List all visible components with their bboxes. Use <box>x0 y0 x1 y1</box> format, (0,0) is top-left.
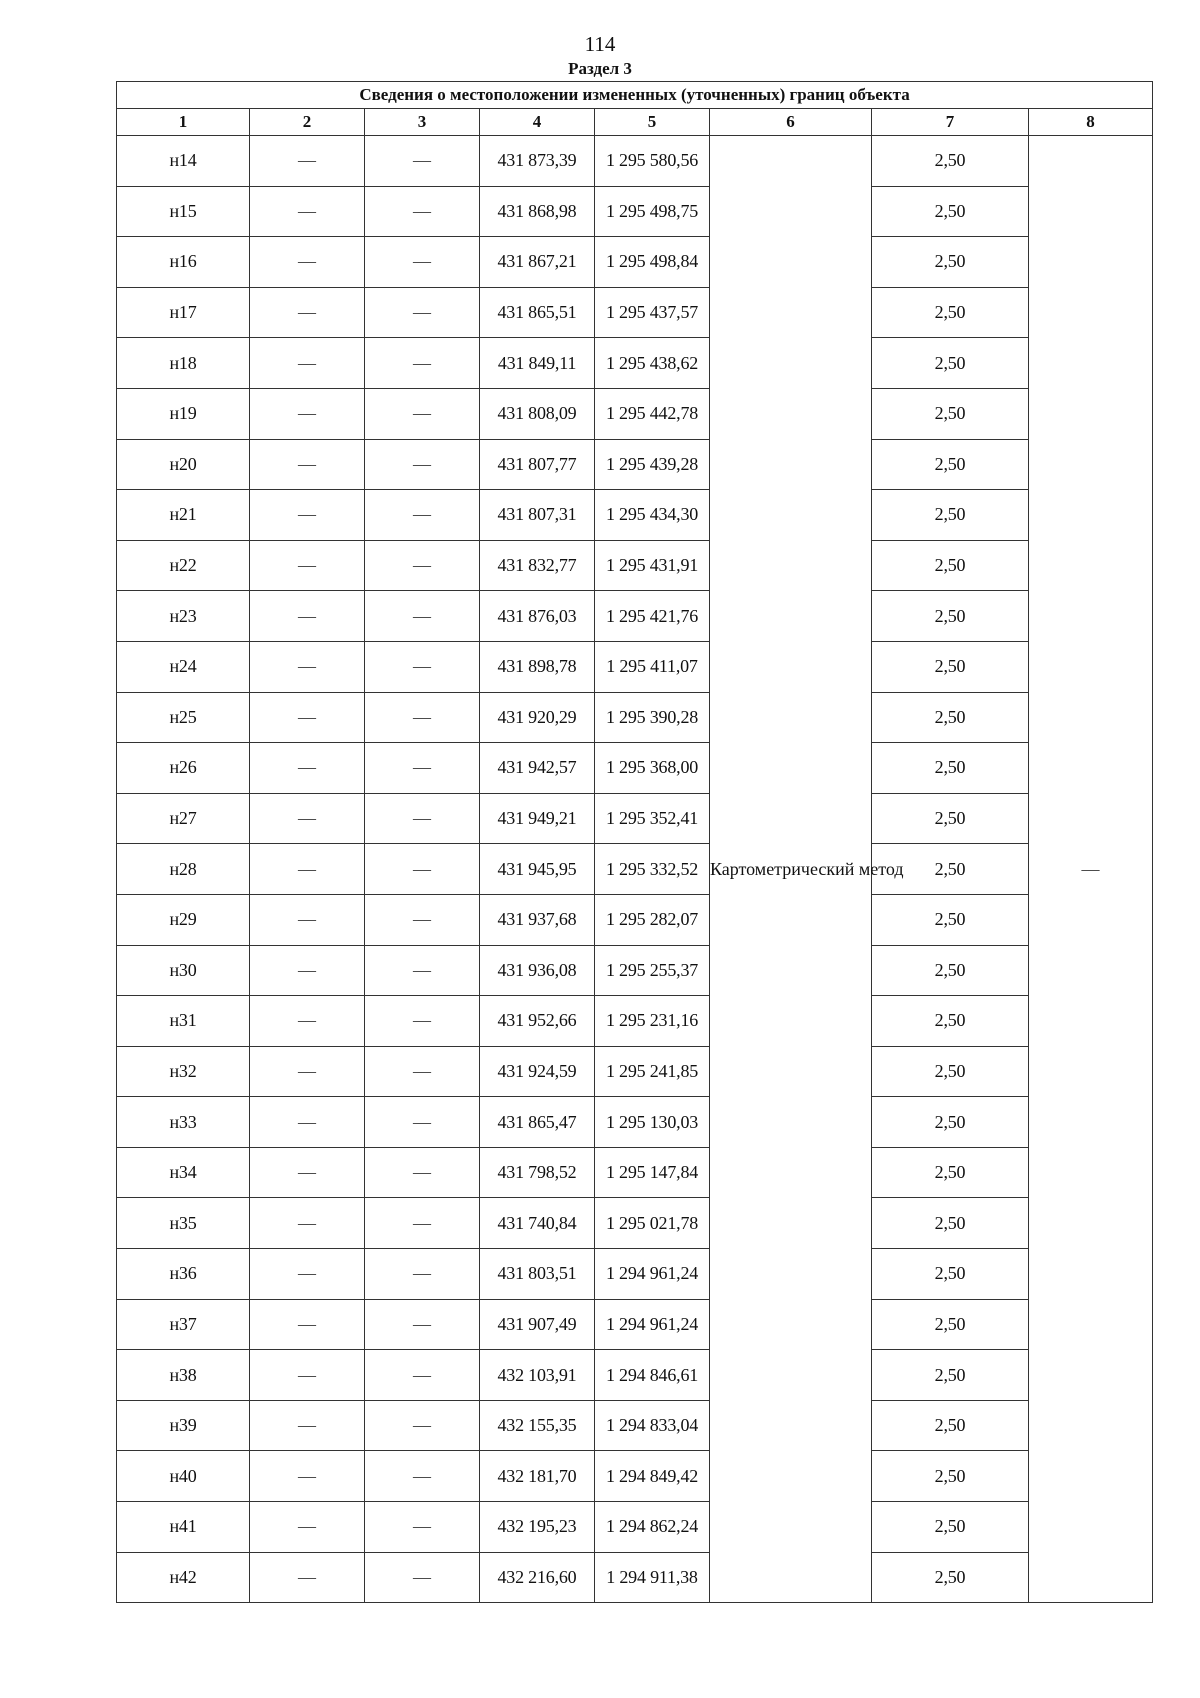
column-2-cell: — <box>250 186 365 237</box>
column-3-cell: — <box>365 1249 480 1300</box>
column-header: 3 <box>365 109 480 136</box>
x-coordinate-cell: 431 807,31 <box>480 490 595 541</box>
column-3-cell: — <box>365 1552 480 1603</box>
point-name-cell: н15 <box>117 186 250 237</box>
x-coordinate-cell: 431 798,52 <box>480 1147 595 1198</box>
column-2-cell: — <box>250 1147 365 1198</box>
y-coordinate-cell: 1 294 961,24 <box>595 1299 710 1350</box>
table-row <box>117 1400 1153 1451</box>
accuracy-cell: 2,50 <box>872 1198 1029 1249</box>
accuracy-cell: 2,50 <box>872 540 1029 591</box>
x-coordinate-cell: 431 740,84 <box>480 1198 595 1249</box>
y-coordinate-cell: 1 295 352,41 <box>595 793 710 844</box>
column-3-cell: — <box>365 490 480 541</box>
column-header: 4 <box>480 109 595 136</box>
y-coordinate-cell: 1 294 862,24 <box>595 1502 710 1553</box>
x-coordinate-cell: 431 945,95 <box>480 844 595 895</box>
column-3-cell: — <box>365 945 480 996</box>
column-2-cell: — <box>250 338 365 389</box>
column-3-cell: — <box>365 1350 480 1401</box>
y-coordinate-cell: 1 295 255,37 <box>595 945 710 996</box>
table-row <box>117 1249 1153 1300</box>
accuracy-cell: 2,50 <box>872 743 1029 794</box>
accuracy-cell: 2,50 <box>872 894 1029 945</box>
table-row <box>117 1097 1153 1148</box>
x-coordinate-cell: 431 865,47 <box>480 1097 595 1148</box>
column-2-cell: — <box>250 945 365 996</box>
accuracy-cell: 2,50 <box>872 1046 1029 1097</box>
table-row <box>117 1147 1153 1198</box>
column-2-cell: — <box>250 692 365 743</box>
table-row <box>117 641 1153 692</box>
x-coordinate-cell: 431 868,98 <box>480 186 595 237</box>
y-coordinate-cell: 1 295 438,62 <box>595 338 710 389</box>
y-coordinate-cell: 1 295 498,75 <box>595 186 710 237</box>
x-coordinate-cell: 431 924,59 <box>480 1046 595 1097</box>
accuracy-cell: 2,50 <box>872 490 1029 541</box>
table-row <box>117 743 1153 794</box>
y-coordinate-cell: 1 294 849,42 <box>595 1451 710 1502</box>
accuracy-cell: 2,50 <box>872 1299 1029 1350</box>
column-header: 8 <box>1029 109 1153 136</box>
table-row <box>117 996 1153 1047</box>
table-row <box>117 490 1153 541</box>
table-row <box>117 844 1153 895</box>
column-2-cell: — <box>250 490 365 541</box>
table-row <box>117 793 1153 844</box>
column-2-cell: — <box>250 641 365 692</box>
point-name-cell: н31 <box>117 996 250 1047</box>
point-name-cell: н26 <box>117 743 250 794</box>
point-name-cell: н21 <box>117 490 250 541</box>
y-coordinate-cell: 1 294 833,04 <box>595 1400 710 1451</box>
y-coordinate-cell: 1 295 439,28 <box>595 439 710 490</box>
accuracy-cell: 2,50 <box>872 1249 1029 1300</box>
column-3-cell: — <box>365 186 480 237</box>
point-name-cell: н30 <box>117 945 250 996</box>
column-2-cell: — <box>250 1198 365 1249</box>
column-3-cell: — <box>365 894 480 945</box>
table-row <box>117 237 1153 288</box>
table-row <box>117 1502 1153 1553</box>
column-2-cell: — <box>250 287 365 338</box>
accuracy-cell: 2,50 <box>872 844 1029 895</box>
table-row <box>117 338 1153 389</box>
y-coordinate-cell: 1 295 130,03 <box>595 1097 710 1148</box>
table-row <box>117 1046 1153 1097</box>
column-header: 1 <box>117 109 250 136</box>
column-3-cell: — <box>365 1198 480 1249</box>
table-row <box>117 1451 1153 1502</box>
point-name-cell: н28 <box>117 844 250 895</box>
column-2-cell: — <box>250 136 365 187</box>
table-row <box>117 439 1153 490</box>
column-3-cell: — <box>365 1400 480 1451</box>
column-header: 6 <box>710 109 872 136</box>
x-coordinate-cell: 431 873,39 <box>480 136 595 187</box>
y-coordinate-cell: 1 295 147,84 <box>595 1147 710 1198</box>
y-coordinate-cell: 1 294 961,24 <box>595 1249 710 1300</box>
point-name-cell: н14 <box>117 136 250 187</box>
y-coordinate-cell: 1 295 411,07 <box>595 641 710 692</box>
accuracy-cell: 2,50 <box>872 793 1029 844</box>
y-coordinate-cell: 1 295 437,57 <box>595 287 710 338</box>
column-3-cell: — <box>365 1502 480 1553</box>
accuracy-cell: 2,50 <box>872 1552 1029 1603</box>
accuracy-cell: 2,50 <box>872 1502 1029 1553</box>
x-coordinate-cell: 431 867,21 <box>480 237 595 288</box>
accuracy-cell: 2,50 <box>872 388 1029 439</box>
y-coordinate-cell: 1 295 231,16 <box>595 996 710 1047</box>
point-name-cell: н29 <box>117 894 250 945</box>
point-name-cell: н37 <box>117 1299 250 1350</box>
column-3-cell: — <box>365 793 480 844</box>
table-body <box>117 136 1153 1603</box>
point-name-cell: н19 <box>117 388 250 439</box>
point-name-cell: н34 <box>117 1147 250 1198</box>
column-2-cell: — <box>250 237 365 288</box>
column-3-cell: — <box>365 1451 480 1502</box>
method-cell: Картометрический метод <box>710 136 872 1603</box>
column-2-cell: — <box>250 793 365 844</box>
accuracy-cell: 2,50 <box>872 287 1029 338</box>
table-row <box>117 136 1153 187</box>
point-name-cell: н40 <box>117 1451 250 1502</box>
column-3-cell: — <box>365 1147 480 1198</box>
y-coordinate-cell: 1 295 241,85 <box>595 1046 710 1097</box>
table-row <box>117 945 1153 996</box>
accuracy-cell: 2,50 <box>872 1400 1029 1451</box>
accuracy-cell: 2,50 <box>872 338 1029 389</box>
x-coordinate-cell: 431 920,29 <box>480 692 595 743</box>
table-row <box>117 692 1153 743</box>
column-3-cell: — <box>365 692 480 743</box>
column-3-cell: — <box>365 540 480 591</box>
y-coordinate-cell: 1 295 021,78 <box>595 1198 710 1249</box>
column-3-cell: — <box>365 641 480 692</box>
point-name-cell: н35 <box>117 1198 250 1249</box>
x-coordinate-cell: 431 936,08 <box>480 945 595 996</box>
point-name-cell: н36 <box>117 1249 250 1300</box>
point-name-cell: н22 <box>117 540 250 591</box>
point-name-cell: н42 <box>117 1552 250 1603</box>
point-name-cell: н24 <box>117 641 250 692</box>
column-2-cell: — <box>250 1046 365 1097</box>
column-3-cell: — <box>365 1299 480 1350</box>
column-2-cell: — <box>250 1350 365 1401</box>
column-2-cell: — <box>250 1249 365 1300</box>
column-3-cell: — <box>365 388 480 439</box>
column-3-cell: — <box>365 287 480 338</box>
x-coordinate-cell: 431 942,57 <box>480 743 595 794</box>
point-name-cell: н32 <box>117 1046 250 1097</box>
accuracy-cell: 2,50 <box>872 641 1029 692</box>
x-coordinate-cell: 431 876,03 <box>480 591 595 642</box>
column-2-cell: — <box>250 439 365 490</box>
table-row <box>117 287 1153 338</box>
point-name-cell: н38 <box>117 1350 250 1401</box>
x-coordinate-cell: 431 949,21 <box>480 793 595 844</box>
y-coordinate-cell: 1 295 442,78 <box>595 388 710 439</box>
point-name-cell: н18 <box>117 338 250 389</box>
x-coordinate-cell: 432 181,70 <box>480 1451 595 1502</box>
point-name-cell: н33 <box>117 1097 250 1148</box>
column-2-cell: — <box>250 1299 365 1350</box>
accuracy-cell: 2,50 <box>872 1097 1029 1148</box>
column-2-cell: — <box>250 388 365 439</box>
column-3-cell: — <box>365 591 480 642</box>
point-name-cell: н23 <box>117 591 250 642</box>
section-title: Раздел 3 <box>568 59 632 78</box>
y-coordinate-cell: 1 295 390,28 <box>595 692 710 743</box>
point-name-cell: н39 <box>117 1400 250 1451</box>
accuracy-cell: 2,50 <box>872 237 1029 288</box>
column-header: 2 <box>250 109 365 136</box>
accuracy-cell: 2,50 <box>872 1147 1029 1198</box>
point-name-cell: н41 <box>117 1502 250 1553</box>
column-3-cell: — <box>365 1097 480 1148</box>
column-3-cell: — <box>365 136 480 187</box>
table-caption: Сведения о местоположении измененных (уточненных) границ объекта <box>117 82 1153 109</box>
y-coordinate-cell: 1 295 431,91 <box>595 540 710 591</box>
column-3-cell: — <box>365 844 480 895</box>
x-coordinate-cell: 431 952,66 <box>480 996 595 1047</box>
y-coordinate-cell: 1 295 282,07 <box>595 894 710 945</box>
y-coordinate-cell: 1 295 368,00 <box>595 743 710 794</box>
accuracy-cell: 2,50 <box>872 692 1029 743</box>
page-number: 114 <box>584 32 616 56</box>
x-coordinate-cell: 431 849,11 <box>480 338 595 389</box>
accuracy-cell: 2,50 <box>872 1350 1029 1401</box>
y-coordinate-cell: 1 295 498,84 <box>595 237 710 288</box>
column-3-cell: — <box>365 237 480 288</box>
column-2-cell: — <box>250 591 365 642</box>
x-coordinate-cell: 431 907,49 <box>480 1299 595 1350</box>
accuracy-cell: 2,50 <box>872 1451 1029 1502</box>
accuracy-cell: 2,50 <box>872 439 1029 490</box>
y-coordinate-cell: 1 294 846,61 <box>595 1350 710 1401</box>
column-3-cell: — <box>365 1046 480 1097</box>
x-coordinate-cell: 431 898,78 <box>480 641 595 692</box>
x-coordinate-cell: 431 832,77 <box>480 540 595 591</box>
table-row <box>117 1552 1153 1603</box>
x-coordinate-cell: 432 103,91 <box>480 1350 595 1401</box>
point-name-cell: н25 <box>117 692 250 743</box>
table-row <box>117 1299 1153 1350</box>
x-coordinate-cell: 431 807,77 <box>480 439 595 490</box>
x-coordinate-cell: 431 808,09 <box>480 388 595 439</box>
column-header: 5 <box>595 109 710 136</box>
x-coordinate-cell: 432 155,35 <box>480 1400 595 1451</box>
point-name-cell: н16 <box>117 237 250 288</box>
column-2-cell: — <box>250 996 365 1047</box>
table-row <box>117 1198 1153 1249</box>
table-row <box>117 186 1153 237</box>
column-8-cell: — <box>1029 136 1153 1603</box>
accuracy-cell: 2,50 <box>872 136 1029 187</box>
column-2-cell: — <box>250 1097 365 1148</box>
column-2-cell: — <box>250 894 365 945</box>
column-header-row <box>117 109 1153 136</box>
accuracy-cell: 2,50 <box>872 945 1029 996</box>
column-3-cell: — <box>365 439 480 490</box>
x-coordinate-cell: 431 937,68 <box>480 894 595 945</box>
table-row <box>117 591 1153 642</box>
column-2-cell: — <box>250 1502 365 1553</box>
x-coordinate-cell: 432 216,60 <box>480 1552 595 1603</box>
y-coordinate-cell: 1 295 421,76 <box>595 591 710 642</box>
x-coordinate-cell: 432 195,23 <box>480 1502 595 1553</box>
y-coordinate-cell: 1 294 911,38 <box>595 1552 710 1603</box>
column-2-cell: — <box>250 743 365 794</box>
accuracy-cell: 2,50 <box>872 996 1029 1047</box>
table-row <box>117 894 1153 945</box>
x-coordinate-cell: 431 803,51 <box>480 1249 595 1300</box>
y-coordinate-cell: 1 295 580,56 <box>595 136 710 187</box>
x-coordinate-cell: 431 865,51 <box>480 287 595 338</box>
column-3-cell: — <box>365 338 480 389</box>
table-caption-row <box>117 82 1153 109</box>
column-3-cell: — <box>365 996 480 1047</box>
column-2-cell: — <box>250 1451 365 1502</box>
column-3-cell: — <box>365 743 480 794</box>
table-row <box>117 1350 1153 1401</box>
column-2-cell: — <box>250 844 365 895</box>
point-name-cell: н27 <box>117 793 250 844</box>
column-2-cell: — <box>250 1400 365 1451</box>
point-name-cell: н17 <box>117 287 250 338</box>
table-row <box>117 540 1153 591</box>
column-2-cell: — <box>250 1552 365 1603</box>
table-row <box>117 388 1153 439</box>
point-name-cell: н20 <box>117 439 250 490</box>
column-header: 7 <box>872 109 1029 136</box>
y-coordinate-cell: 1 295 434,30 <box>595 490 710 541</box>
accuracy-cell: 2,50 <box>872 186 1029 237</box>
y-coordinate-cell: 1 295 332,52 <box>595 844 710 895</box>
coordinates-table <box>116 81 1153 1603</box>
accuracy-cell: 2,50 <box>872 591 1029 642</box>
column-2-cell: — <box>250 540 365 591</box>
